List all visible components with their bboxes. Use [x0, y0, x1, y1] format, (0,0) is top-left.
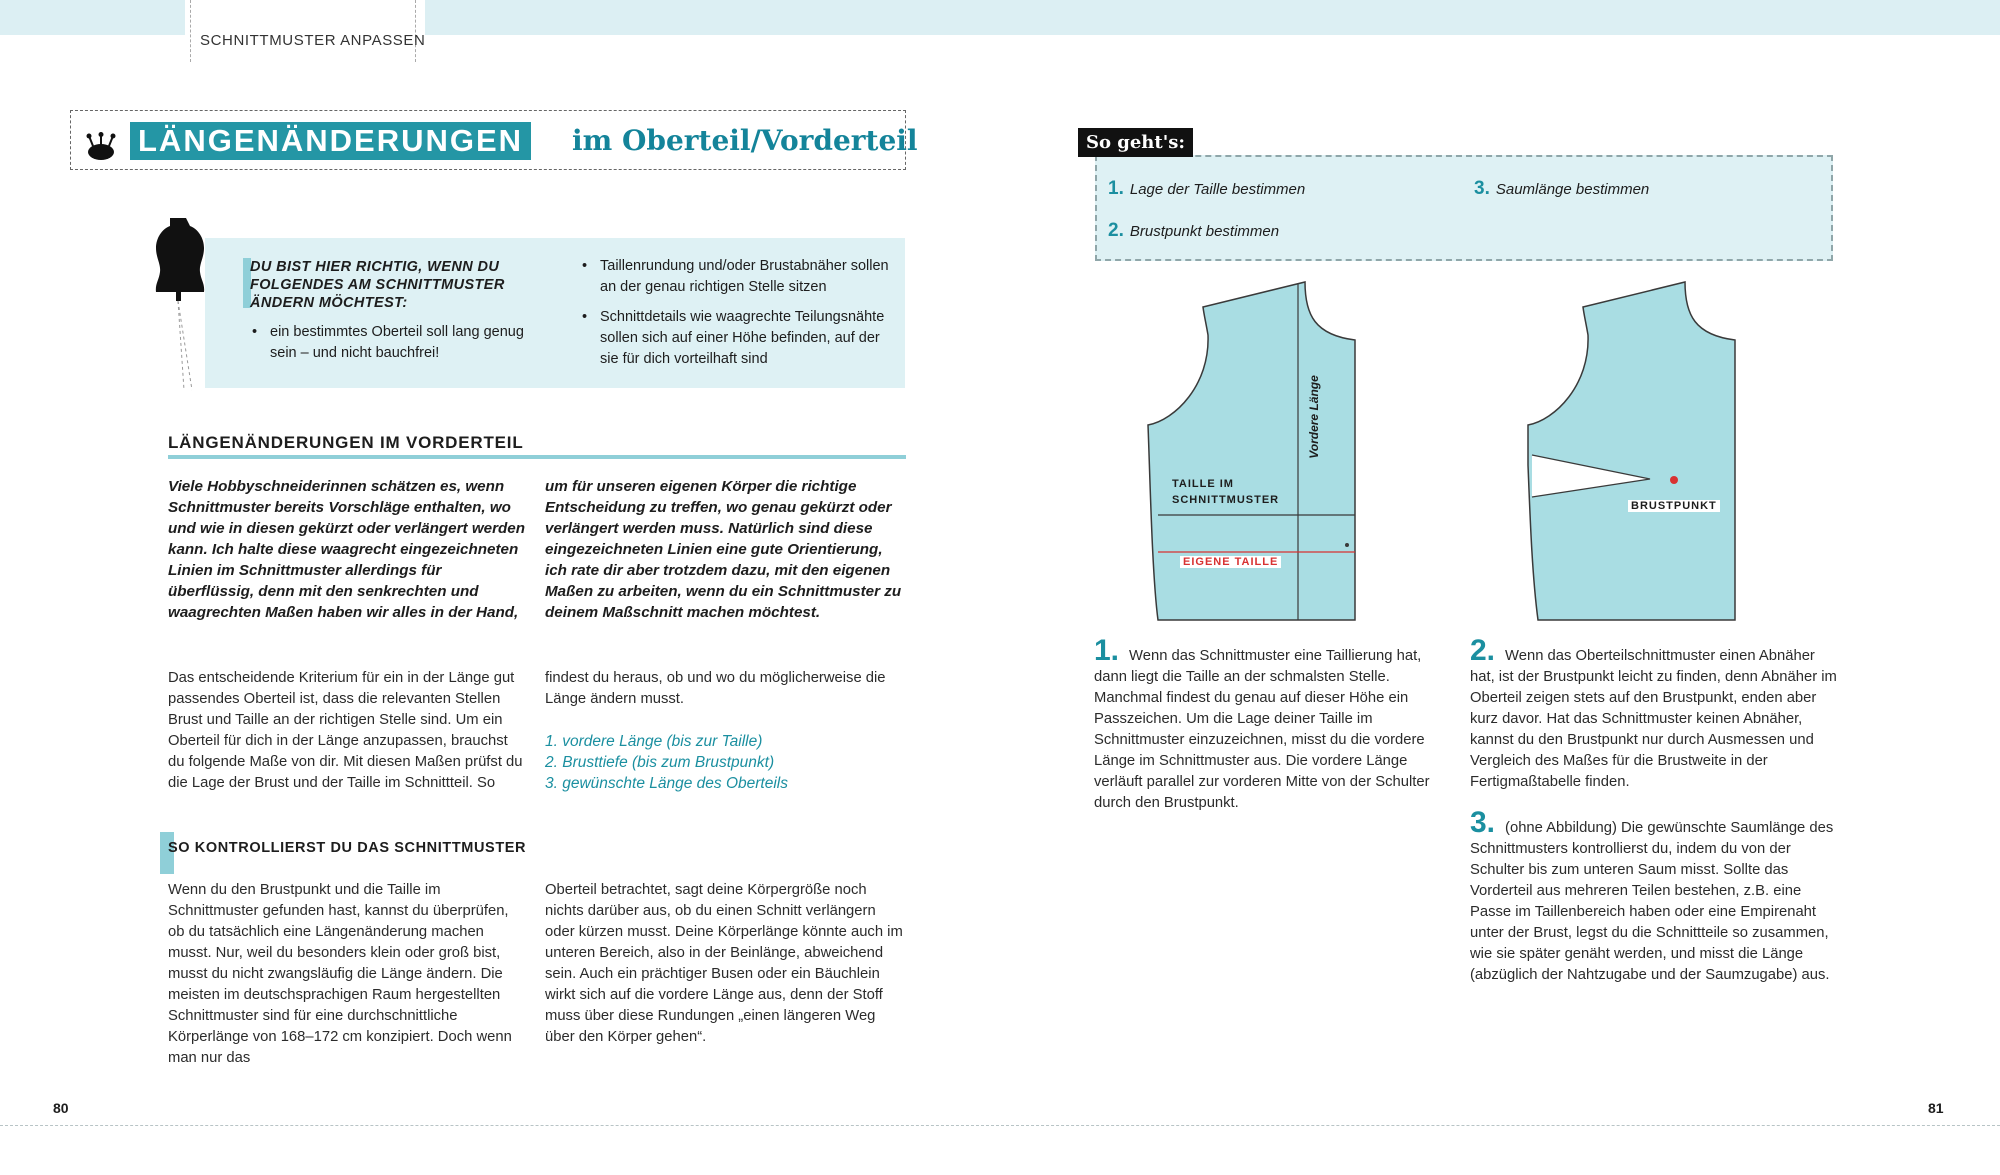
explanation-3-text: (ohne Abbildung) Die gewünschte Saumlänge des Schnittmusters kontrollierst du, indem du von der Schulter bis zum unteren Saum misst. Sollte das Vorderteil aus mehreren Teilen bestehen, z.B. eine Passe im Taillenbereich haben oder eine Empirenaht unter der Brust, legst du die Schnittteile so zusammen, wie sie später genäht werden, und misst die Länge (abzüglich der Nahtzugabe und der Saumzugabe) aus. — [1470, 820, 1834, 983]
section-title: LÄNGENÄNDERUNGEN IM VORDERTEIL — [168, 433, 524, 452]
step-1-number: 1. — [1108, 178, 1124, 199]
subsection-title: SO KONTROLLIERST DU DAS SCHNITTMUSTER — [168, 840, 527, 856]
intro-right: um für unseren eigenen Körper die richtige Entscheidung zu treffen, wo genau gekürzt oder verlängert werden muss. Natürlich sind diese eingezeichneten Linien eine gute Orientierung, ich rate dir aber trotzdem dazu, mit den eigenen Maßen zu arbeiten, wenn du ein Schnittmuster zu deinem Maßschnitt machen möchtest. — [545, 478, 902, 621]
step-3-number: 3. — [1474, 178, 1490, 199]
page-number-left: 80 — [53, 1100, 69, 1116]
body-right: findest du heraus, ob und wo du möglicherweise die Länge ändern musst. — [545, 670, 886, 707]
info-bullet-right-2: • Schnittdetails wie waagrechte Teilungsnähte sollen sich auf einer Höhe befinden, auf der sie für dich vorteilhaft sind — [600, 307, 900, 370]
explanation-3 — [1470, 806, 1842, 986]
bust-point-label: BRUSTPUNKT — [1628, 500, 1720, 512]
step-3-text: Saumlänge bestimmen — [1495, 181, 1650, 198]
page-title: LÄNGENÄNDERUNGEN — [130, 122, 531, 160]
bodice-piece-1 — [1148, 282, 1355, 620]
explanation-1-number: 1. — [1094, 634, 1120, 667]
explanation-1 — [1094, 634, 1442, 814]
step-2-number: 2. — [1108, 220, 1124, 241]
header-band-left — [0, 0, 185, 35]
step-1-text: Lage der Taille bestimmen — [1129, 181, 1306, 198]
step-1 — [1108, 178, 1305, 200]
subsection-right: Oberteil betrachtet, sagt deine Körpergröße noch nichts darüber aus, ob du einen Schnitt verlängern oder kürzen musst. Deine Körperlänge könnte auch im unteren Bereich, also in der Beinlänge, abweichend sein. Auch ein prächtiger Busen oder ein Bäuchlein wirkt sich auf die vordere Länge aus, denn der Stoff muss über diese Rundungen „einen längeren Weg über den Körper gehen“. — [545, 882, 903, 1045]
waist-notch — [1345, 543, 1349, 547]
measure-item-1: 1. vordere Länge (bis zur Taille) — [545, 733, 763, 750]
bottom-divider — [0, 1125, 2000, 1126]
subsection-left: Wenn du den Brustpunkt und die Taille im Schnittmuster gefunden hast, kannst du überprüfen, ob du tatsächlich eine Längenänderung machen musst. Nur, weil du besonders klein oder groß bist, musst du nicht zwangsläufig die Länge ändern. Die meisten im deutschsprachigen Raum hergestellten Schnittmuster sind für eine durchschnittliche Körperlänge von 168–172 cm konzipiert. Doch wenn man nur das — [168, 882, 512, 1066]
page-number-right: 81 — [1928, 1100, 1944, 1116]
howto-badge: So geht's: — [1078, 128, 1193, 157]
step-2-text: Brustpunkt bestimmen — [1129, 223, 1280, 240]
pincushion-icon — [86, 132, 116, 162]
section-underline — [168, 455, 906, 459]
header-tab-border-right — [415, 0, 416, 62]
explanation-2-text: Wenn das Oberteilschnittmuster einen Abnäher hat, ist der Brustpunkt leicht zu finden, denn Abnäher im Oberteil zeigen stets auf den Brustpunkt, enden aber kurz davor. Hat das Schnittmuster keinen Abnäher, kannst du den Brustpunkt nur durch Ausmessen und Vergleich des Maßes für die Brustweite in der Fertigmaßtabelle finden. — [1470, 648, 1837, 790]
section-label: SCHNITTMUSTER ANPASSEN — [200, 32, 426, 49]
pattern-waist-label: TAILLE IM SCHNITTMUSTER — [1172, 476, 1282, 508]
front-length-label: Vordere Länge — [1307, 375, 1321, 459]
measure-item-2: 2. Brusttiefe (bis zum Brustpunkt) — [545, 754, 775, 771]
bust-point-marker — [1670, 476, 1678, 484]
info-heading: DU BIST HIER RICHTIG, WENN DU FOLGENDES AM SCHNITTMUSTER ÄNDERN MÖCHTEST: — [250, 259, 505, 311]
own-waist-label: EIGENE TAILLE — [1180, 556, 1281, 568]
measure-item-3: 3. gewünschte Länge des Oberteils — [545, 775, 788, 792]
bodice-piece-2 — [1528, 282, 1735, 620]
header-tab-border-left — [190, 0, 191, 62]
body-left: Das entscheidende Kriterium für ein in der Länge gut passendes Oberteil ist, dass die relevanten Stellen Brust und Taille an der richtigen Stelle sind. Um ein Oberteil für dich in der Länge anzupassen, brauchst du folgende Maße von dir. Mit diesen Maßen prüfst du die Lage der Brust und der Taille im Schnittteil. So — [168, 670, 523, 791]
intro-left: Viele Hobbyschneiderinnen schätzen es, wenn Schnittmuster bereits Vorschläge enthalten, wo und wie in diesen gekürzt oder verlängert werden kann. Ich halte diese waagrecht eingezeichneten Linien im Schnittmuster allerdings für überflüssig, denn mit den senkrechten und waagrechten Maßen haben wir alles in der Hand, — [168, 478, 525, 621]
step-3 — [1474, 178, 1649, 200]
step-2 — [1108, 220, 1279, 242]
page-subtitle: im Oberteil/Vorderteil — [572, 124, 918, 157]
figure-bust — [1520, 275, 1750, 625]
explanation-2-number: 2. — [1470, 634, 1496, 667]
figure-waist — [1140, 275, 1370, 625]
info-bullet-right-1: • Taillenrundung und/oder Brustabnäher sollen an der genau richtigen Stelle sitzen — [600, 256, 900, 298]
explanation-2 — [1470, 634, 1842, 793]
explanation-1-text: Wenn das Schnittmuster eine Taillierung hat, dann liegt die Taille an der schmalsten Stelle. Manchmal findest du genau auf dieser Höhe ein Passzeichen. Um die Lage deiner Taille im Schnittmuster einzuzeichnen, misst du die vordere Länge im Schnittmuster aus. Die vordere Länge verläuft parallel zur vorderen Mitte von der Schulter durch den Brustpunkt. — [1094, 648, 1430, 811]
header-band-right — [425, 0, 2000, 35]
steps-box — [1095, 155, 1833, 261]
info-bullet-left: • ein bestimmtes Oberteil soll lang genug sein – und nicht bauchfrei! — [270, 322, 550, 364]
dress-form-icon — [148, 215, 208, 395]
explanation-3-number: 3. — [1470, 806, 1496, 839]
